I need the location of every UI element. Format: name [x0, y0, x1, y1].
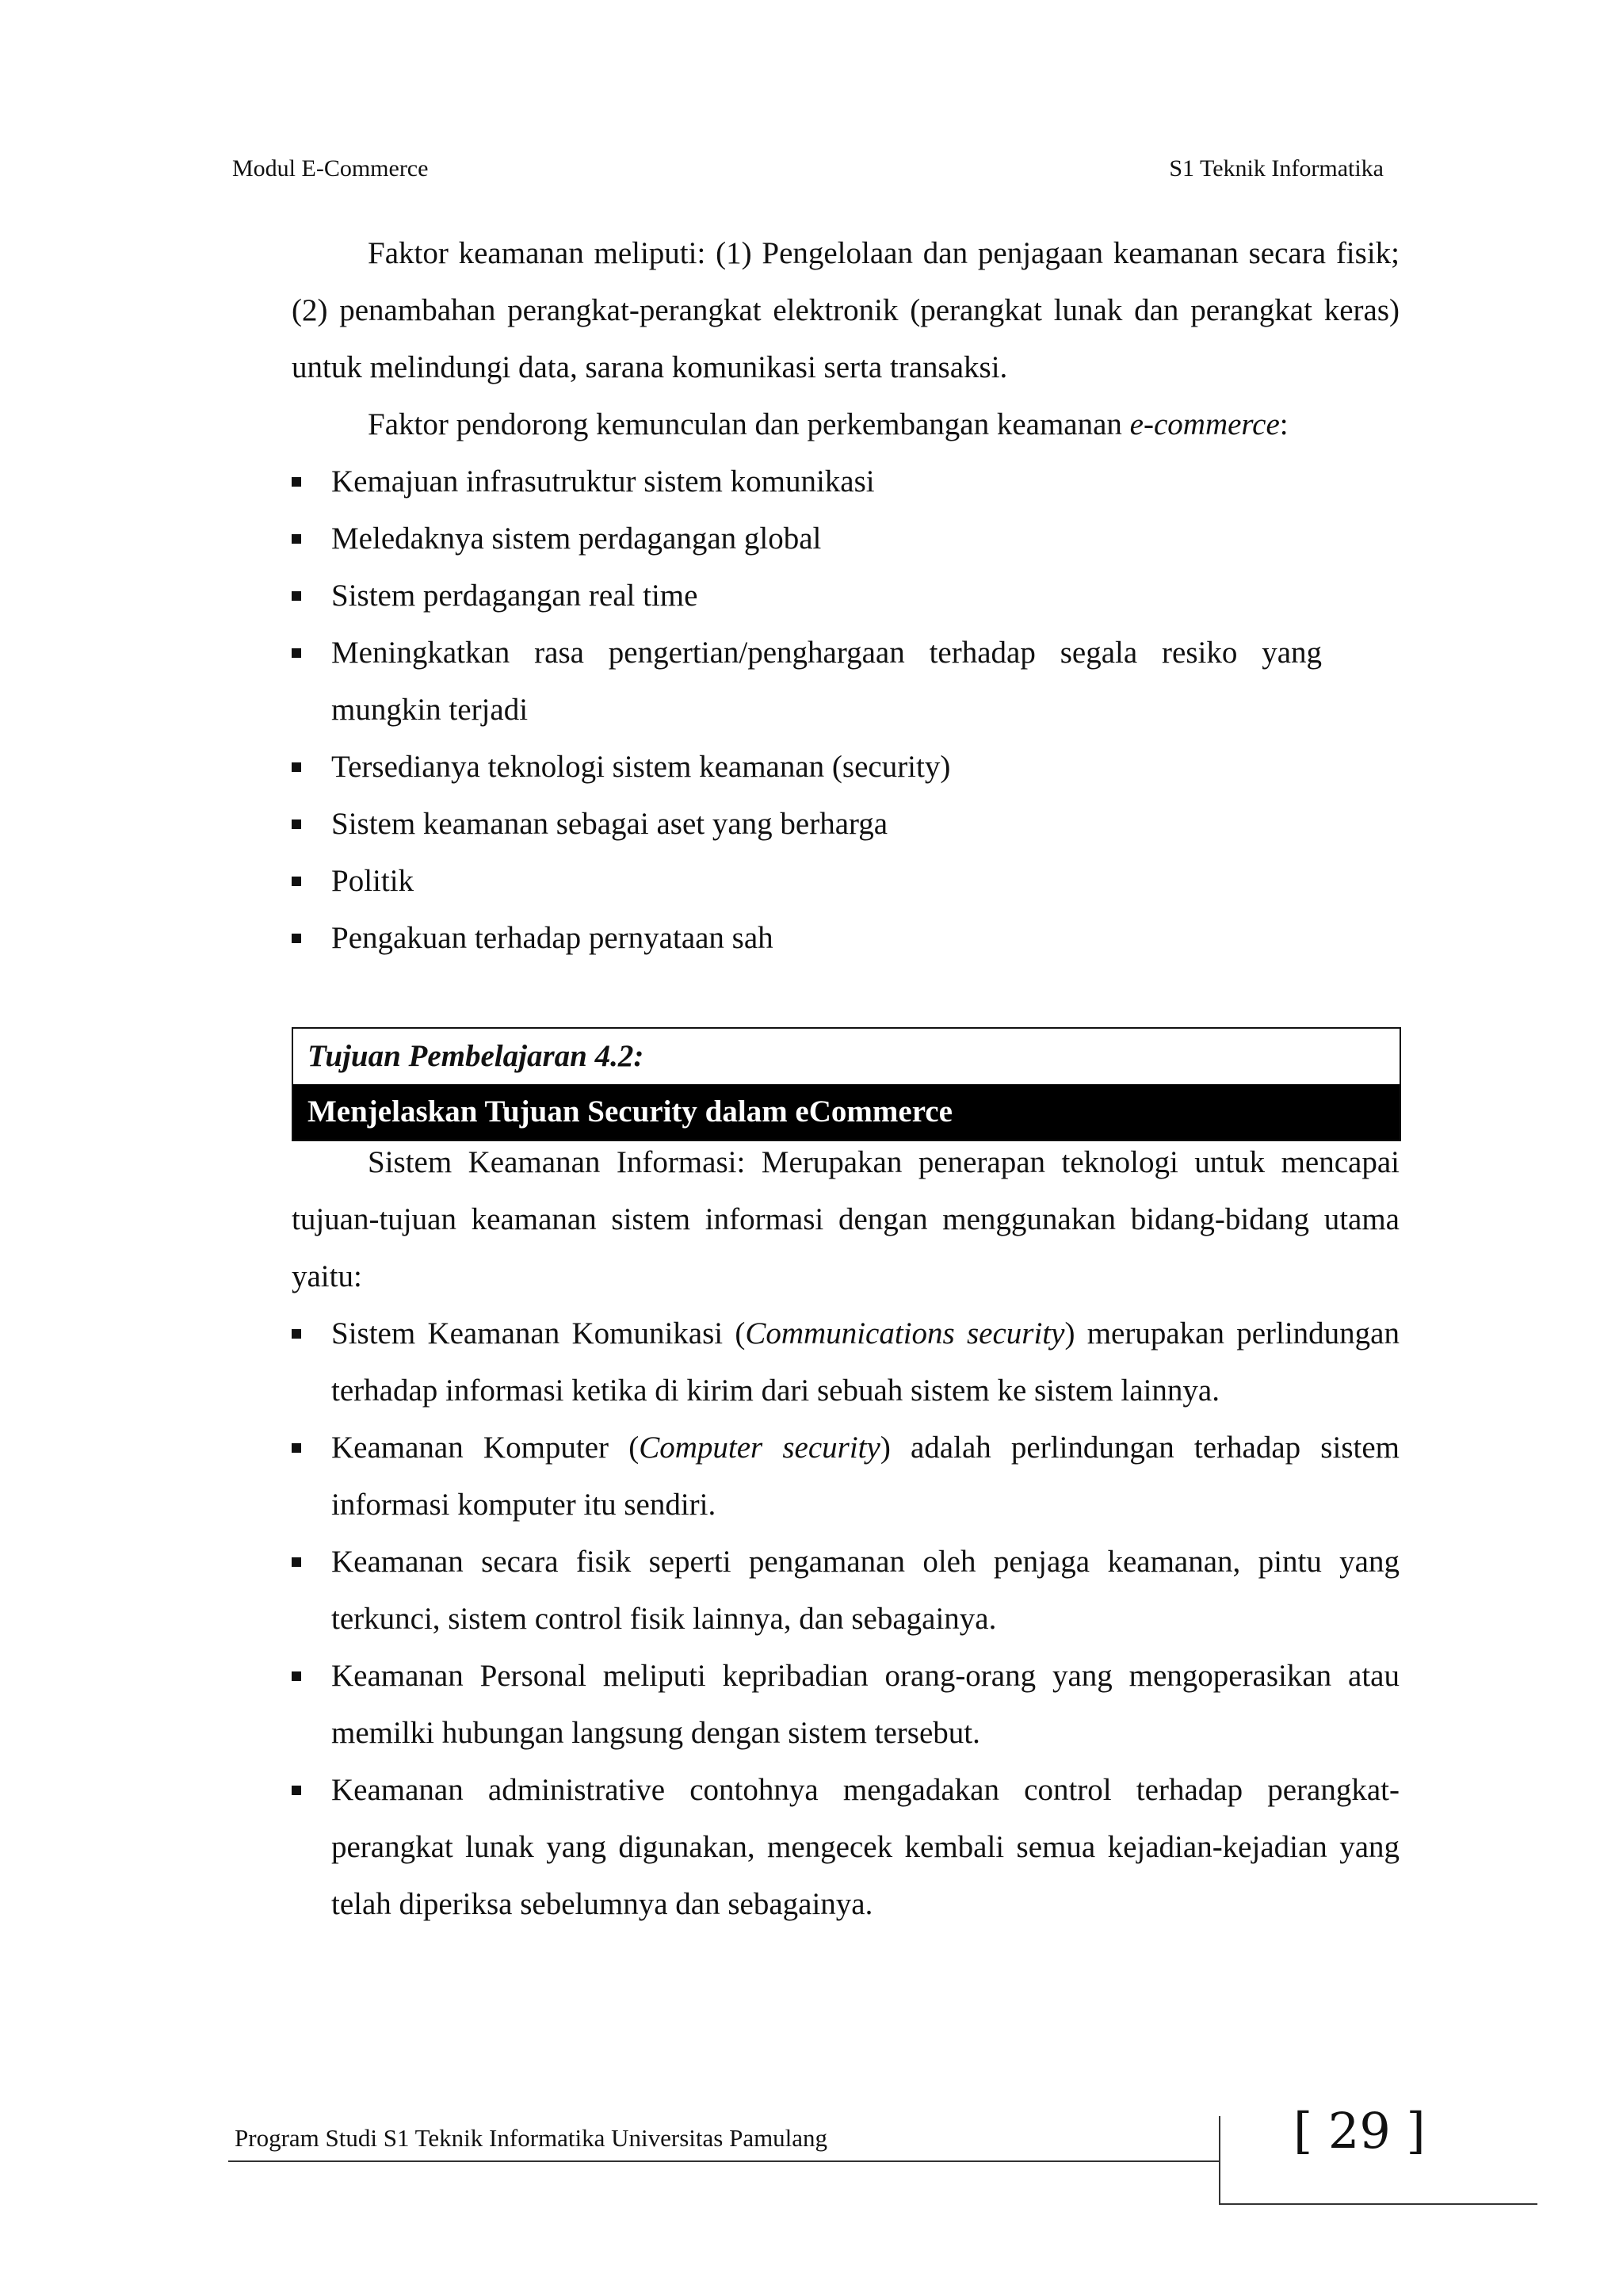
footer-divider [228, 2160, 1219, 2162]
list-item [292, 1419, 1400, 1534]
footer-bottom-divider [1220, 2203, 1537, 2205]
bullet-icon [292, 934, 301, 943]
info-security-intro-text: Sistem Keamanan Informasi: Merupakan penerapan teknologi untuk mencapai tujuan-tujuan keamanan sistem informasi dengan menggunakan bidang-bidang utama yaitu: [292, 1145, 1400, 1293]
list-item-text: Kemajuan infrasutruktur sistem komunikasi [331, 464, 875, 499]
list-item-text-b: ) adalah perlindungan terhadap sistem informasi komputer itu sendiri. [331, 1431, 1400, 1522]
header-program: S1 Teknik Informatika [1169, 155, 1384, 181]
list-item-text: Sistem keamanan sebagai aset yang berharga [331, 807, 888, 841]
list-item-text: Tersedianya teknologi sistem keamanan (security) [331, 750, 951, 784]
list-item [292, 567, 1400, 625]
header-module-title: Modul E-Commerce [232, 155, 429, 181]
list-item-text: Keamanan secara fisik seperti pengamanan oleh penjaga keamanan, pintu yang terkunci, sistem control fisik lainnya, dan sebagainya. [331, 1545, 1400, 1636]
list-item [292, 796, 1400, 853]
paragraph-security-factors-text: Faktor keamanan meliputi: (1) Pengelolaan dan penjagaan keamanan secara fisik; (2) penambahan perangkat-perangkat elektronik (perangkat lunak dan perangkat keras) untuk melindungi data, sarana komunikasi serta transaksi. [292, 236, 1400, 384]
bullet-icon [292, 1786, 301, 1795]
learning-objective-title: Tujuan Pembelajaran 4.2: [307, 1039, 644, 1073]
list-item [292, 510, 1400, 567]
security-areas-list [292, 1305, 1400, 1933]
list-item-text-a: Keamanan Komputer ( [331, 1431, 640, 1465]
bullet-icon [292, 762, 301, 772]
list-item-em: Communications security [745, 1316, 1065, 1350]
bullet-icon [292, 477, 301, 487]
list-item [292, 853, 1400, 910]
list-item-em: Computer security [639, 1431, 880, 1465]
driving-factors-list [292, 453, 1400, 967]
bullet-icon [292, 534, 301, 544]
bullet-icon [292, 819, 301, 829]
list-item-text: Keamanan administrative contohnya mengadakan control terhadap perangkat-perangkat lunak yang digunakan, mengecek kembali semua kejadian-kejadian yang telah diperiksa sebelumnya dan sebagainya. [331, 1773, 1400, 1921]
driving-factors-suffix: : [1279, 407, 1289, 441]
list-item [292, 739, 1400, 796]
list-item [292, 453, 1400, 510]
footer-vertical-divider [1219, 2116, 1220, 2205]
list-item-text: Meledaknya sistem perdagangan global [331, 521, 822, 556]
learning-objective-box [292, 1027, 1401, 1141]
list-item [292, 625, 1322, 739]
list-item [292, 1534, 1400, 1648]
bullet-icon [292, 648, 301, 658]
bullet-icon [292, 877, 301, 886]
list-item-text-b: ) merupakan perlindungan terhadap informasi ketika di kirim dari sebuah sistem ke sistem lainnya. [331, 1316, 1400, 1408]
list-item [292, 1648, 1400, 1762]
list-item-text: Sistem perdagangan real time [331, 579, 698, 613]
learning-objective-subtitle: Menjelaskan Tujuan Security dalam eCommerce [293, 1084, 1400, 1140]
bullet-icon [292, 591, 301, 601]
paragraph-info-security-intro [292, 1134, 1400, 1305]
driving-factors-prefix: Faktor pendorong kemunculan dan perkembangan keamanan [368, 407, 1130, 441]
footer-university: Program Studi S1 Teknik Informatika Universitas Pamulang [235, 2124, 828, 2152]
paragraph-security-factors [292, 225, 1400, 396]
driving-factors-em: e-commerce [1129, 407, 1280, 441]
list-item-text: Pengakuan terhadap pernyataan sah [331, 921, 773, 955]
list-item [292, 1305, 1400, 1419]
bullet-icon [292, 1329, 301, 1339]
bullet-icon [292, 1443, 301, 1453]
list-item-text: Politik [331, 864, 414, 898]
list-item [292, 1762, 1400, 1933]
bullet-icon [292, 1557, 301, 1567]
list-item-text: Keamanan Personal meliputi kepribadian orang-orang yang mengoperasikan atau memilki hubungan langsung dengan sistem tersebut. [331, 1659, 1400, 1750]
page-number: [ 29 ] [1293, 2102, 1426, 2160]
bullet-icon [292, 1671, 301, 1681]
list-item-text: Meningkatkan rasa pengertian/penghargaan terhadap segala resiko yang mungkin terjadi [331, 636, 1322, 727]
list-item-text-a: Sistem Keamanan Komunikasi ( [331, 1316, 746, 1350]
list-item [292, 910, 1400, 967]
paragraph-driving-factors [292, 396, 1400, 453]
